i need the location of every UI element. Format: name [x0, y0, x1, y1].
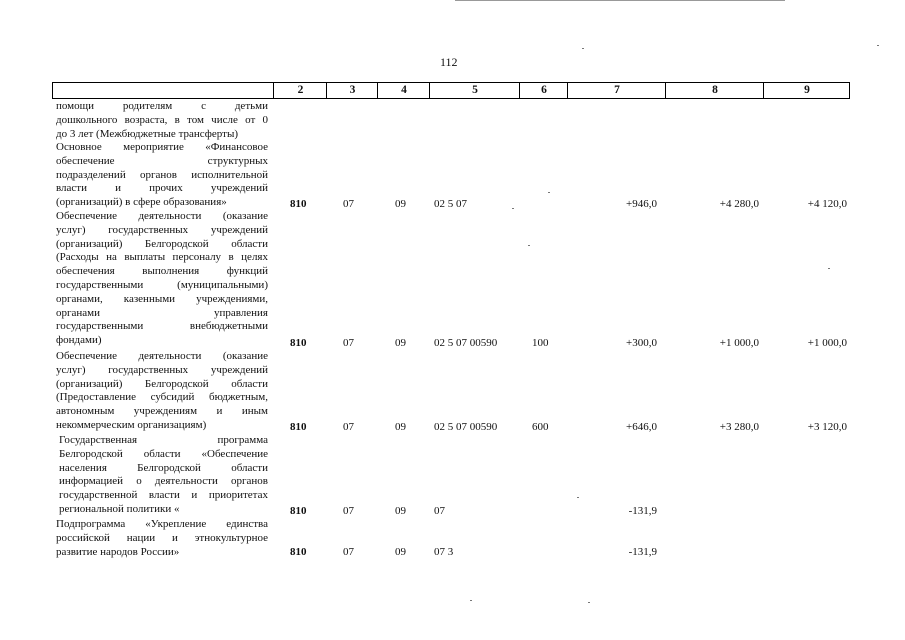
- header-cell-8: 8: [665, 83, 764, 98]
- row-description: [56, 100, 268, 141]
- header-cell-6: 6: [519, 83, 568, 98]
- row-description: [56, 518, 268, 559]
- cell-c4: 09: [395, 198, 406, 210]
- desc-line: государственными внебюджетными: [56, 320, 268, 333]
- cell-c6: 600: [532, 421, 549, 433]
- scan-speck: [877, 45, 879, 46]
- desc-line: Государственная программа: [59, 434, 268, 446]
- cell-c9: +4 120,0: [807, 198, 847, 210]
- desc-line: региональной политики «: [59, 502, 180, 515]
- cell-c3: 07: [343, 505, 354, 517]
- cell-c2: 810: [290, 198, 307, 210]
- row-description: [56, 210, 268, 348]
- cell-c4: 09: [395, 337, 406, 349]
- desc-line: (организаций) в сфере образования»: [56, 196, 227, 209]
- header-cell-2: 2: [273, 83, 327, 98]
- cell-c2: 810: [290, 505, 307, 517]
- cell-c4: 09: [395, 421, 406, 433]
- cell-c3: 07: [343, 421, 354, 433]
- header-cell-3: 3: [326, 83, 378, 98]
- cell-c2: 810: [290, 421, 307, 433]
- desc-line: (организаций) Белгородской области: [56, 377, 268, 390]
- scan-speck: [582, 48, 584, 49]
- cell-c5: 07 3: [434, 546, 454, 558]
- cell-c7: -131,9: [628, 546, 657, 558]
- desc-line: государственной власти и приоритетах: [59, 489, 268, 502]
- desc-line: помощи родителям с детьми: [56, 100, 268, 112]
- row-description: [59, 434, 268, 517]
- desc-line: Основное мероприятие «Финансовое: [56, 141, 268, 153]
- cell-c4: 09: [395, 505, 406, 517]
- header-cell-9: 9: [763, 83, 850, 98]
- top-edge-line: [455, 0, 785, 1]
- scan-speck: [828, 268, 830, 269]
- header-cell-7: 7: [567, 83, 666, 98]
- desc-line: российской нации и этнокультурное: [56, 531, 268, 544]
- cell-c5: 07: [434, 505, 445, 517]
- cell-c2: 810: [290, 546, 307, 558]
- desc-line: дошкольного возраста, в том числе от 0: [56, 113, 268, 126]
- cell-c7: -131,9: [628, 505, 657, 517]
- cell-c7: +300,0: [626, 337, 657, 349]
- page-number: 112: [440, 55, 458, 69]
- scan-speck: [588, 602, 590, 603]
- scan-speck: [577, 497, 579, 498]
- cell-c8: +3 280,0: [719, 421, 759, 433]
- scan-speck: [548, 192, 550, 193]
- cell-c7: +946,0: [626, 198, 657, 210]
- desc-line: государственными (муниципальными): [56, 278, 268, 291]
- desc-line: населения Белгородской области: [59, 461, 268, 474]
- desc-line: информацией о деятельности органов: [59, 475, 268, 488]
- cell-c3: 07: [343, 198, 354, 210]
- cell-c8: +1 000,0: [719, 337, 759, 349]
- desc-line: до 3 лет (Межбюджетные трансферты): [56, 127, 239, 140]
- cell-c5: 02 5 07 00590: [434, 337, 498, 349]
- table-header-row: [52, 82, 850, 99]
- cell-c6: 100: [532, 337, 549, 349]
- desc-line: обеспечение структурных: [56, 154, 268, 167]
- scan-speck: [470, 600, 472, 601]
- cell-c4: 09: [395, 546, 406, 558]
- desc-line: Белгородской области «Обеспечение: [59, 447, 268, 460]
- cell-c3: 07: [343, 337, 354, 349]
- cell-c5: 02 5 07 00590: [434, 421, 498, 433]
- row-description: [56, 141, 268, 210]
- desc-line: (Расходы на выплаты персоналу в целях: [56, 251, 268, 264]
- scan-speck: [528, 245, 530, 246]
- desc-line: (Предоставление субсидий бюджетным,: [56, 391, 268, 404]
- cell-c8: +4 280,0: [719, 198, 759, 210]
- desc-line: услуг) государственных учреждений: [56, 223, 268, 236]
- cell-c9: +1 000,0: [807, 337, 847, 349]
- desc-line: развитие народов России»: [56, 545, 180, 558]
- desc-line: фондами): [56, 334, 102, 347]
- desc-line: (организаций) Белгородской области: [56, 237, 268, 250]
- cell-c2: 810: [290, 337, 307, 349]
- desc-line: власти и прочих учреждений: [56, 182, 268, 195]
- desc-line: обеспечения выполнения функций: [56, 265, 268, 278]
- row-description: [56, 350, 268, 433]
- desc-line: Обеспечение деятельности (оказание: [56, 350, 268, 362]
- desc-line: органами управления: [56, 306, 268, 319]
- cell-c3: 07: [343, 546, 354, 558]
- cell-c9: +3 120,0: [807, 421, 847, 433]
- desc-line: Подпрограмма «Укрепление единства: [56, 518, 268, 530]
- header-cell-1: [53, 83, 273, 98]
- desc-line: некоммерческим организациям): [56, 418, 207, 431]
- desc-line: автономным учреждениям и иным: [56, 405, 268, 418]
- desc-line: органами, казенными учреждениями,: [56, 292, 268, 305]
- scan-speck: [512, 208, 514, 209]
- desc-line: Обеспечение деятельности (оказание: [56, 210, 268, 222]
- header-cell-5: 5: [429, 83, 520, 98]
- cell-c5: 02 5 07: [434, 198, 467, 210]
- cell-c7: +646,0: [626, 421, 657, 433]
- desc-line: услуг) государственных учреждений: [56, 363, 268, 376]
- desc-line: подразделений органов исполнительной: [56, 168, 268, 181]
- header-cell-4: 4: [377, 83, 430, 98]
